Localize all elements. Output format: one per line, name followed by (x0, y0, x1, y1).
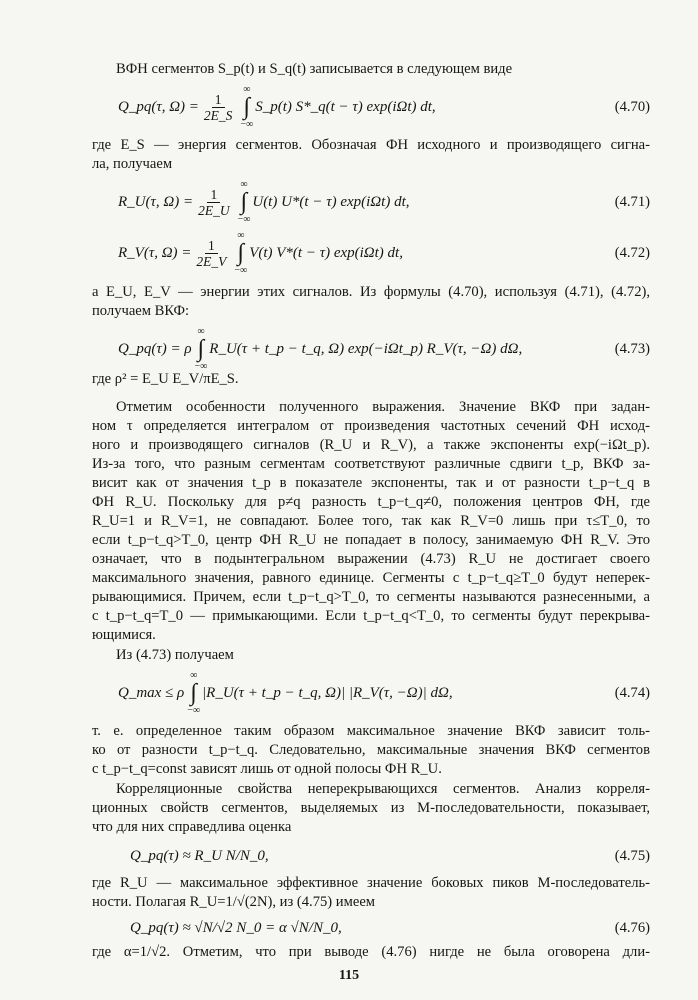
text-line: ционных свойств сегментов, выделяемых из M-последовательности, показывает, (92, 800, 650, 816)
equation-number: (4.70) (614, 98, 650, 115)
equation-lhs: Q_pq(τ, Ω) = (118, 98, 199, 115)
integral-sign: ∞ ∫ −∞ (237, 179, 251, 225)
text-line: где R_U — максимальное эффективное значение боковых пиков M-последователь- (92, 875, 650, 891)
text-line: получаем ВКФ: (92, 303, 190, 319)
equation-number: (4.73) (614, 340, 650, 357)
equation-body: U(t) U*(t − τ) exp(iΩt) dt, (252, 193, 410, 210)
equation-lhs: Q_pq(τ) = ρ (118, 340, 192, 357)
equation-body: Q_pq(τ) ≈ R_U N/N_0, (130, 847, 269, 864)
text-line: ном τ определяется интегралом от произведения частотных сечений ФН исход- (92, 418, 650, 434)
text-line: что для них справедлива оценка (92, 819, 292, 835)
equation-4-71 (118, 177, 650, 227)
equation-number: (4.71) (614, 193, 650, 210)
text-line: ФН R_U. Поскольку для p≠q разность t_p−t_q≠0, положения центров ФН, где (92, 494, 650, 510)
text-line: Отметим особенности полученного выражения. Значение ВКФ при задан- (116, 399, 650, 415)
text-line: ющимися. (92, 627, 156, 643)
text-line: где ρ² = E_U E_V/πE_S. (92, 371, 239, 387)
equation-number: (4.76) (614, 919, 650, 936)
text-line: ко от разности t_p−t_q. Следовательно, максимальные значения ВКФ сегментов (92, 742, 650, 758)
equation-4-72 (118, 228, 650, 278)
equation-4-73 (118, 324, 650, 374)
integral-sign: ∞ ∫ −∞ (234, 230, 248, 276)
equation-body: V(t) V*(t − τ) exp(iΩt) dt, (249, 244, 403, 261)
text-line: максимального значения, равного единице. Сегменты с t_p−t_q≥T_0 будут неперек- (92, 570, 650, 586)
page-number: 115 (338, 968, 360, 983)
equation-number: (4.75) (614, 847, 650, 864)
integral-sign: ∞ ∫ −∞ (240, 84, 254, 130)
text-line: ла, получаем (92, 156, 173, 172)
text-line: где α=1/√2. Отметим, что при выводе (4.76) нигде не была оговорена дли- (92, 944, 650, 960)
text-line: висит как от значения t_p в показателе экспоненты, так и от разности t_p−t_q в (92, 475, 650, 491)
equation-number: (4.72) (614, 244, 650, 261)
equation-4-70 (118, 82, 650, 132)
text-line: где E_S — энергия сегментов. Обозначая ФН исходного и производящего сигна- (92, 137, 650, 153)
equation-body: R_U(τ + t_p − t_q, Ω) exp(−iΩt_p) R_V(τ, −Ω) dΩ, (209, 340, 523, 357)
equation-4-76 (118, 913, 650, 943)
text-line: R_U=1 и R_V=1, не совпадают. Более того, так как R_V=0 лишь при τ≤T_0, то (92, 513, 650, 529)
equation-body: |R_U(τ + t_p − t_q, Ω)| |R_V(τ, −Ω)| dΩ, (202, 684, 453, 701)
equation-body: Q_pq(τ) ≈ √N/√2 N_0 = α √N/N_0, (130, 919, 342, 936)
integral-sign: ∞ ∫ −∞ (187, 670, 201, 716)
fraction: $\frac{1}{2E\_S}$ (203, 91, 233, 123)
fraction: $\frac{1}{2E\_V}$ (196, 237, 227, 269)
text-line: с t_p−t_q=T_0 — примыкающими. Если t_p−t_q<T_0, то сегменты будут перекрыва- (92, 608, 650, 624)
text-line: Из-за того, что разным сегментам соответствуют различные сдвиги t_p, ВКФ за- (92, 456, 650, 472)
text-line: а E_U, E_V — энергии этих сигналов. Из формулы (4.70), используя (4.71), (4.72), (92, 284, 650, 300)
equation-lhs: Q_max ≤ ρ (118, 684, 185, 701)
text-line: ности. Полагая R_U=1/√(2N), из (4.75) имеем (92, 894, 376, 910)
text-line: Корреляционные свойства неперекрывающихся сегментов. Анализ корреля- (116, 781, 650, 797)
text-line: означает, что в подынтегральном выражении (4.73) R_U не достигает своего (92, 551, 650, 567)
text-line: с t_p−t_q=const зависят лишь от одной полосы ФН R_U. (92, 761, 442, 777)
text-line: Из (4.73) получаем (116, 647, 234, 663)
equation-lhs: R_U(τ, Ω) = (118, 193, 194, 210)
equation-number: (4.74) (614, 684, 650, 701)
integral-sign: ∞ ∫ −∞ (194, 326, 208, 372)
text-line: ВФН сегментов S_p(t) и S_q(t) записывается в следующем виде (116, 61, 513, 77)
text-line: ного и производящего сигналов (R_U и R_V), а также экспоненты exp(−iΩt_p). (92, 437, 650, 453)
text-line: если t_p−t_q>T_0, центр ФН R_U не попадает в полосу, занимаемую ФН R_V. Это (92, 532, 650, 548)
text-line: рывающимися. Причем, если t_p−t_q>T_0, то сегменты называются разнесенными, а (92, 589, 650, 605)
equation-4-75 (118, 838, 650, 874)
equation-body: S_p(t) S*_q(t − τ) exp(iΩt) dt, (255, 98, 436, 115)
fraction: $\frac{1}{2E\_U}$ (198, 186, 230, 218)
text-line: т. е. определенное таким образом максимальное значение ВКФ зависит толь- (92, 723, 650, 739)
equation-4-74 (118, 668, 650, 718)
equation-lhs: R_V(τ, Ω) = (118, 244, 192, 261)
